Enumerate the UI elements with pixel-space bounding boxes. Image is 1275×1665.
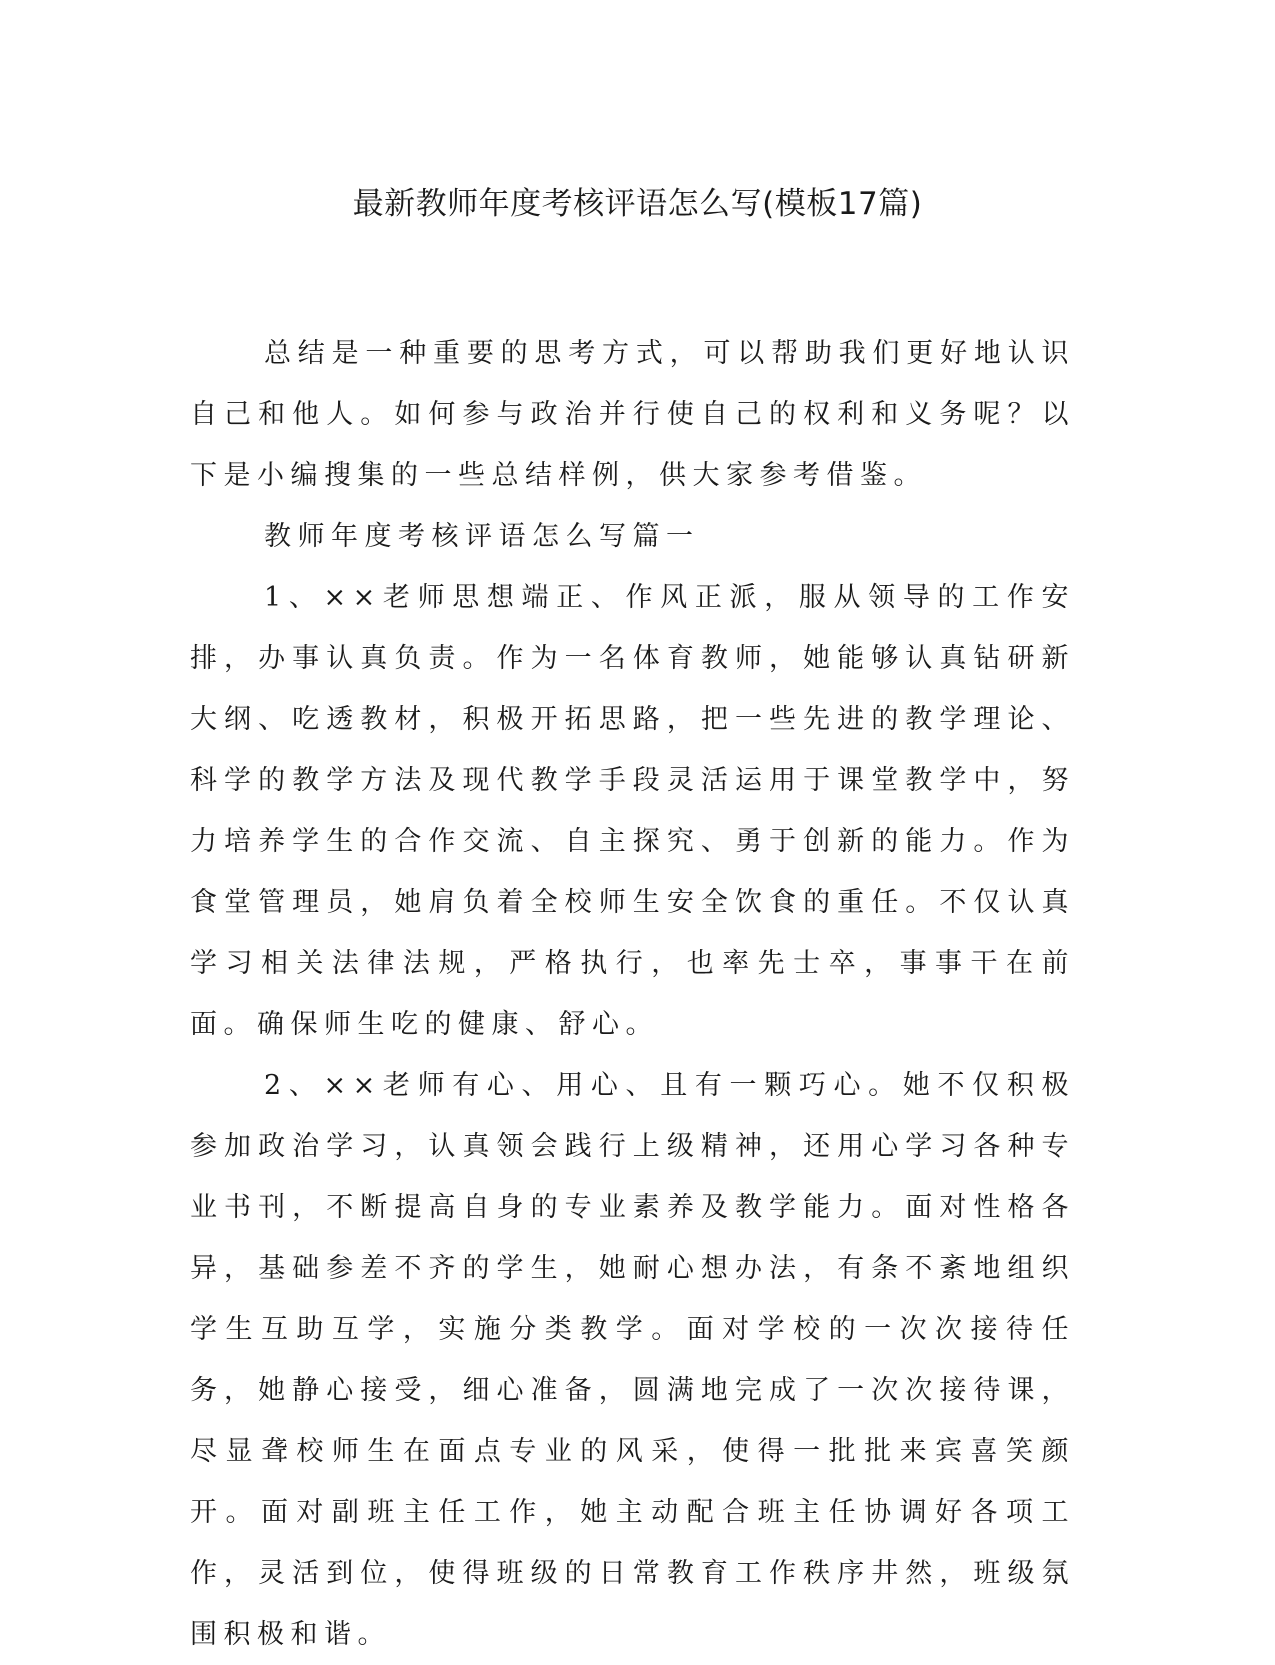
section-heading: 教师年度考核评语怎么写篇一 <box>264 521 700 552</box>
document-title: 最新教师年度考核评语怎么写(模板17篇) <box>352 186 923 222</box>
document-body <box>190 323 1075 1665</box>
comment-paragraph-2: 2、××老师有心、用心、且有一颗巧心。她不仅积极参加政治学习，认真领会践行上级精神，还用心学习各种专业书刊，不断提高自身的专业素养及教学能力。面对性格各异，基础参差不齐的学生，她耐心想办法，有条不紊地组织学生互助互学，实施分类教学。面对学校的一次次接待任务，她静心接受，细心准备，圆满地完成了一次次接待课，尽显聋校师生在面点专业的风采，使得一批批来宾喜笑颜开。面对副班主任工作，她主动配合班主任协调好各项工作，灵活到位，使得班级的日常教育工作秩序井然，班级氛围积极和谐。 <box>190 1070 1075 1650</box>
comment-paragraph-1: 1、××老师思想端正、作风正派，服从领导的工作安排，办事认真负责。作为一名体育教师，她能够认真钻研新大纲、吃透教材，积极开拓思路，把一些先进的教学理论、科学的教学方法及现代教学手段灵活运用于课堂教学中，努力培养学生的合作交流、自主探究、勇于创新的能力。作为食堂管理员，她肩负着全校师生安全饮食的重任。不仅认真学习相关法律法规，严格执行，也率先士卒，事事干在前面。确保师生吃的健康、舒心。 <box>190 582 1075 1040</box>
intro-paragraph: 总结是一种重要的思考方式，可以帮助我们更好地认识自己和他人。如何参与政治并行使自己的权利和义务呢？以下是小编搜集的一些总结样例，供大家参考借鉴。 <box>190 338 1075 491</box>
